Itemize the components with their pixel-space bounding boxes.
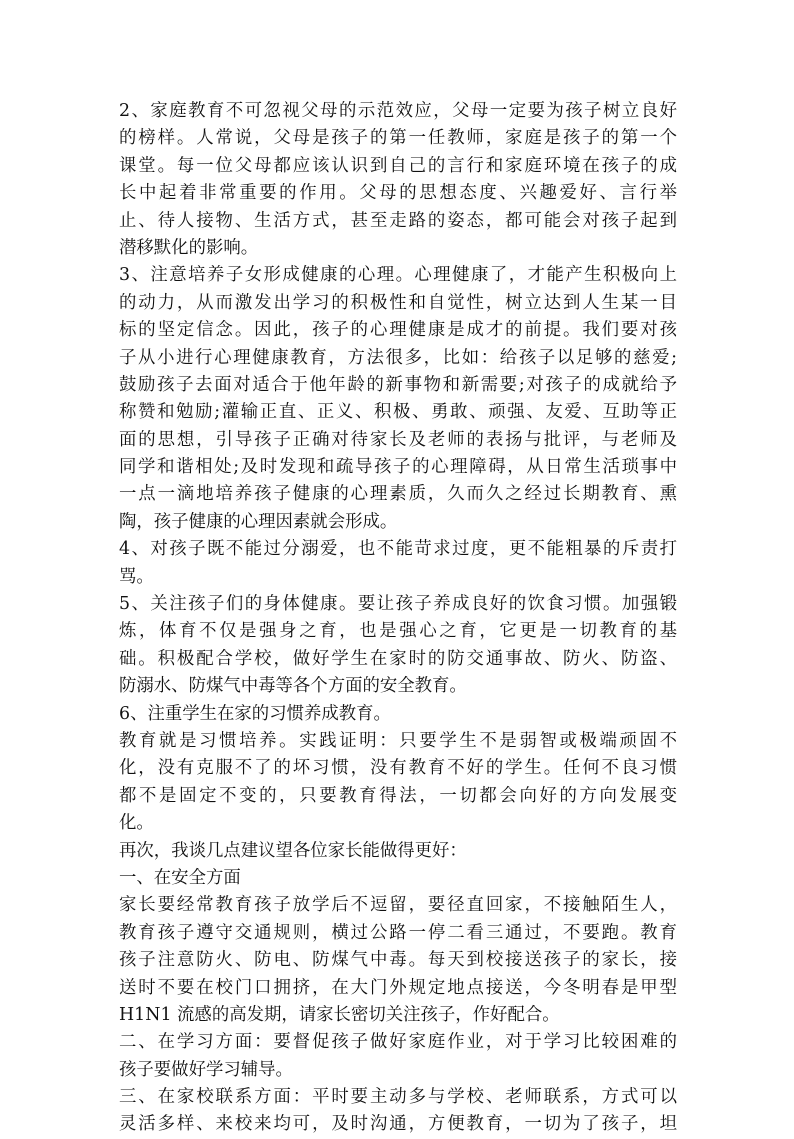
text-line: 二、在学习方面：要督促孩子做好家庭作业，对于学习比较困难的 bbox=[119, 1032, 677, 1053]
text-line: 的动力，从而激发出学习的积极性和自觉性，树立达到人生某一目 bbox=[119, 292, 677, 313]
text-line: 5、关注孩子们的身体健康。要让孩子养成良好的饮食习惯。加强锻 bbox=[119, 594, 677, 615]
text-line: 教育孩子遵守交通规则，横过公路一停二看三通过，不要跑。教育 bbox=[119, 922, 677, 943]
text-line: 陶，孩子健康的心理因素就会形成。 bbox=[119, 511, 398, 532]
text-line: 的榜样。人常说，父母是孩子的第一任教师，家庭是孩子的第一个 bbox=[119, 128, 677, 149]
text-line: 都不是固定不变的，只要教育得法，一切都会向好的方向发展变 bbox=[119, 785, 677, 806]
text-line: 一点一滴地培养孩子健康的心理素质，久而久之经过长期教育、熏 bbox=[119, 484, 677, 505]
text-line: 3、注意培养子女形成健康的心理。心理健康了，才能产生积极向上 bbox=[119, 265, 677, 286]
text-line: 孩子要做好学习辅导。 bbox=[119, 1059, 293, 1080]
text-line: 础。积极配合学校，做好学生在家时的防交通事故、防火、防盗、 bbox=[119, 648, 677, 669]
text-line: H1N1 流感的高发期，请家长密切关注孩子，作好配合。 bbox=[119, 1004, 560, 1025]
text-line: 课堂。每一位父母都应该认识到自己的言行和家庭环境在孩子的成 bbox=[119, 155, 677, 176]
text-line: 同学和谐相处;及时发现和疏导孩子的心理障碍，从日常生活琐事中 bbox=[119, 457, 677, 478]
text-line: 称赞和勉励;灌输正直、正义、积极、勇敢、顽强、友爱、互助等正 bbox=[119, 402, 677, 423]
text-line: 6、注重学生在家的习惯养成教育。 bbox=[119, 703, 391, 724]
text-line: 鼓励孩子去面对适合于他年龄的新事物和新需要;对孩子的成就给予 bbox=[119, 374, 677, 395]
text-line: 潜移默化的影响。 bbox=[119, 237, 259, 258]
text-line: 教育就是习惯培养。实践证明：只要学生不是弱智或极端顽固不 bbox=[119, 730, 677, 751]
text-line: 标的坚定信念。因此，孩子的心理健康是成才的前提。我们要对孩 bbox=[119, 320, 677, 341]
text-line: 孩子注意防火、防电、防煤气中毒。每天到校接送孩子的家长，接 bbox=[119, 950, 677, 971]
text-line: 送时不要在校门口拥挤，在大门外规定地点接送，今冬明春是甲型 bbox=[119, 977, 677, 998]
text-line: 长中起着非常重要的作用。父母的思想态度、兴趣爱好、言行举 bbox=[119, 183, 677, 204]
text-line: 灵活多样、来校来均可，及时沟通，方便教育，一切为了孩子，坦 bbox=[119, 1114, 677, 1135]
text-line: 4、对孩子既不能过分溺爱，也不能苛求过度，更不能粗暴的斥责打 bbox=[119, 539, 677, 560]
text-line: 炼，体育不仅是强身之育，也是强心之育，它更是一切教育的基 bbox=[119, 621, 677, 642]
text-line: 防溺水、防煤气中毒等各个方面的安全教育。 bbox=[119, 676, 467, 697]
text-line: 三、在家校联系方面：平时要主动多与学校、老师联系，方式可以 bbox=[119, 1087, 677, 1108]
document-body bbox=[119, 98, 677, 1139]
text-line: 面的思想，引导孩子正确对待家长及老师的表扬与批评，与老师及 bbox=[119, 429, 677, 450]
text-line: 化。 bbox=[119, 813, 154, 834]
text-line: 骂。 bbox=[119, 566, 154, 587]
text-line: 止、待人接物、生活方式，甚至走路的姿态，都可能会对孩子起到 bbox=[119, 210, 677, 231]
text-line: 子从小进行心理健康教育，方法很多，比如：给孩子以足够的慈爱; bbox=[119, 347, 677, 368]
text-line: 2、家庭教育不可忽视父母的示范效应，父母一定要为孩子树立良好 bbox=[119, 101, 677, 121]
text-line: 再次，我谈几点建议望各位家长能做得更好： bbox=[119, 840, 467, 861]
text-line: 化，没有克服不了的坏习惯，没有教育不好的学生。任何不良习惯 bbox=[119, 758, 677, 779]
text-line: 家长要经常教育孩子放学后不逗留，要径直回家，不接触陌生人， bbox=[119, 895, 677, 916]
text-line: 一、在安全方面 bbox=[119, 867, 241, 888]
